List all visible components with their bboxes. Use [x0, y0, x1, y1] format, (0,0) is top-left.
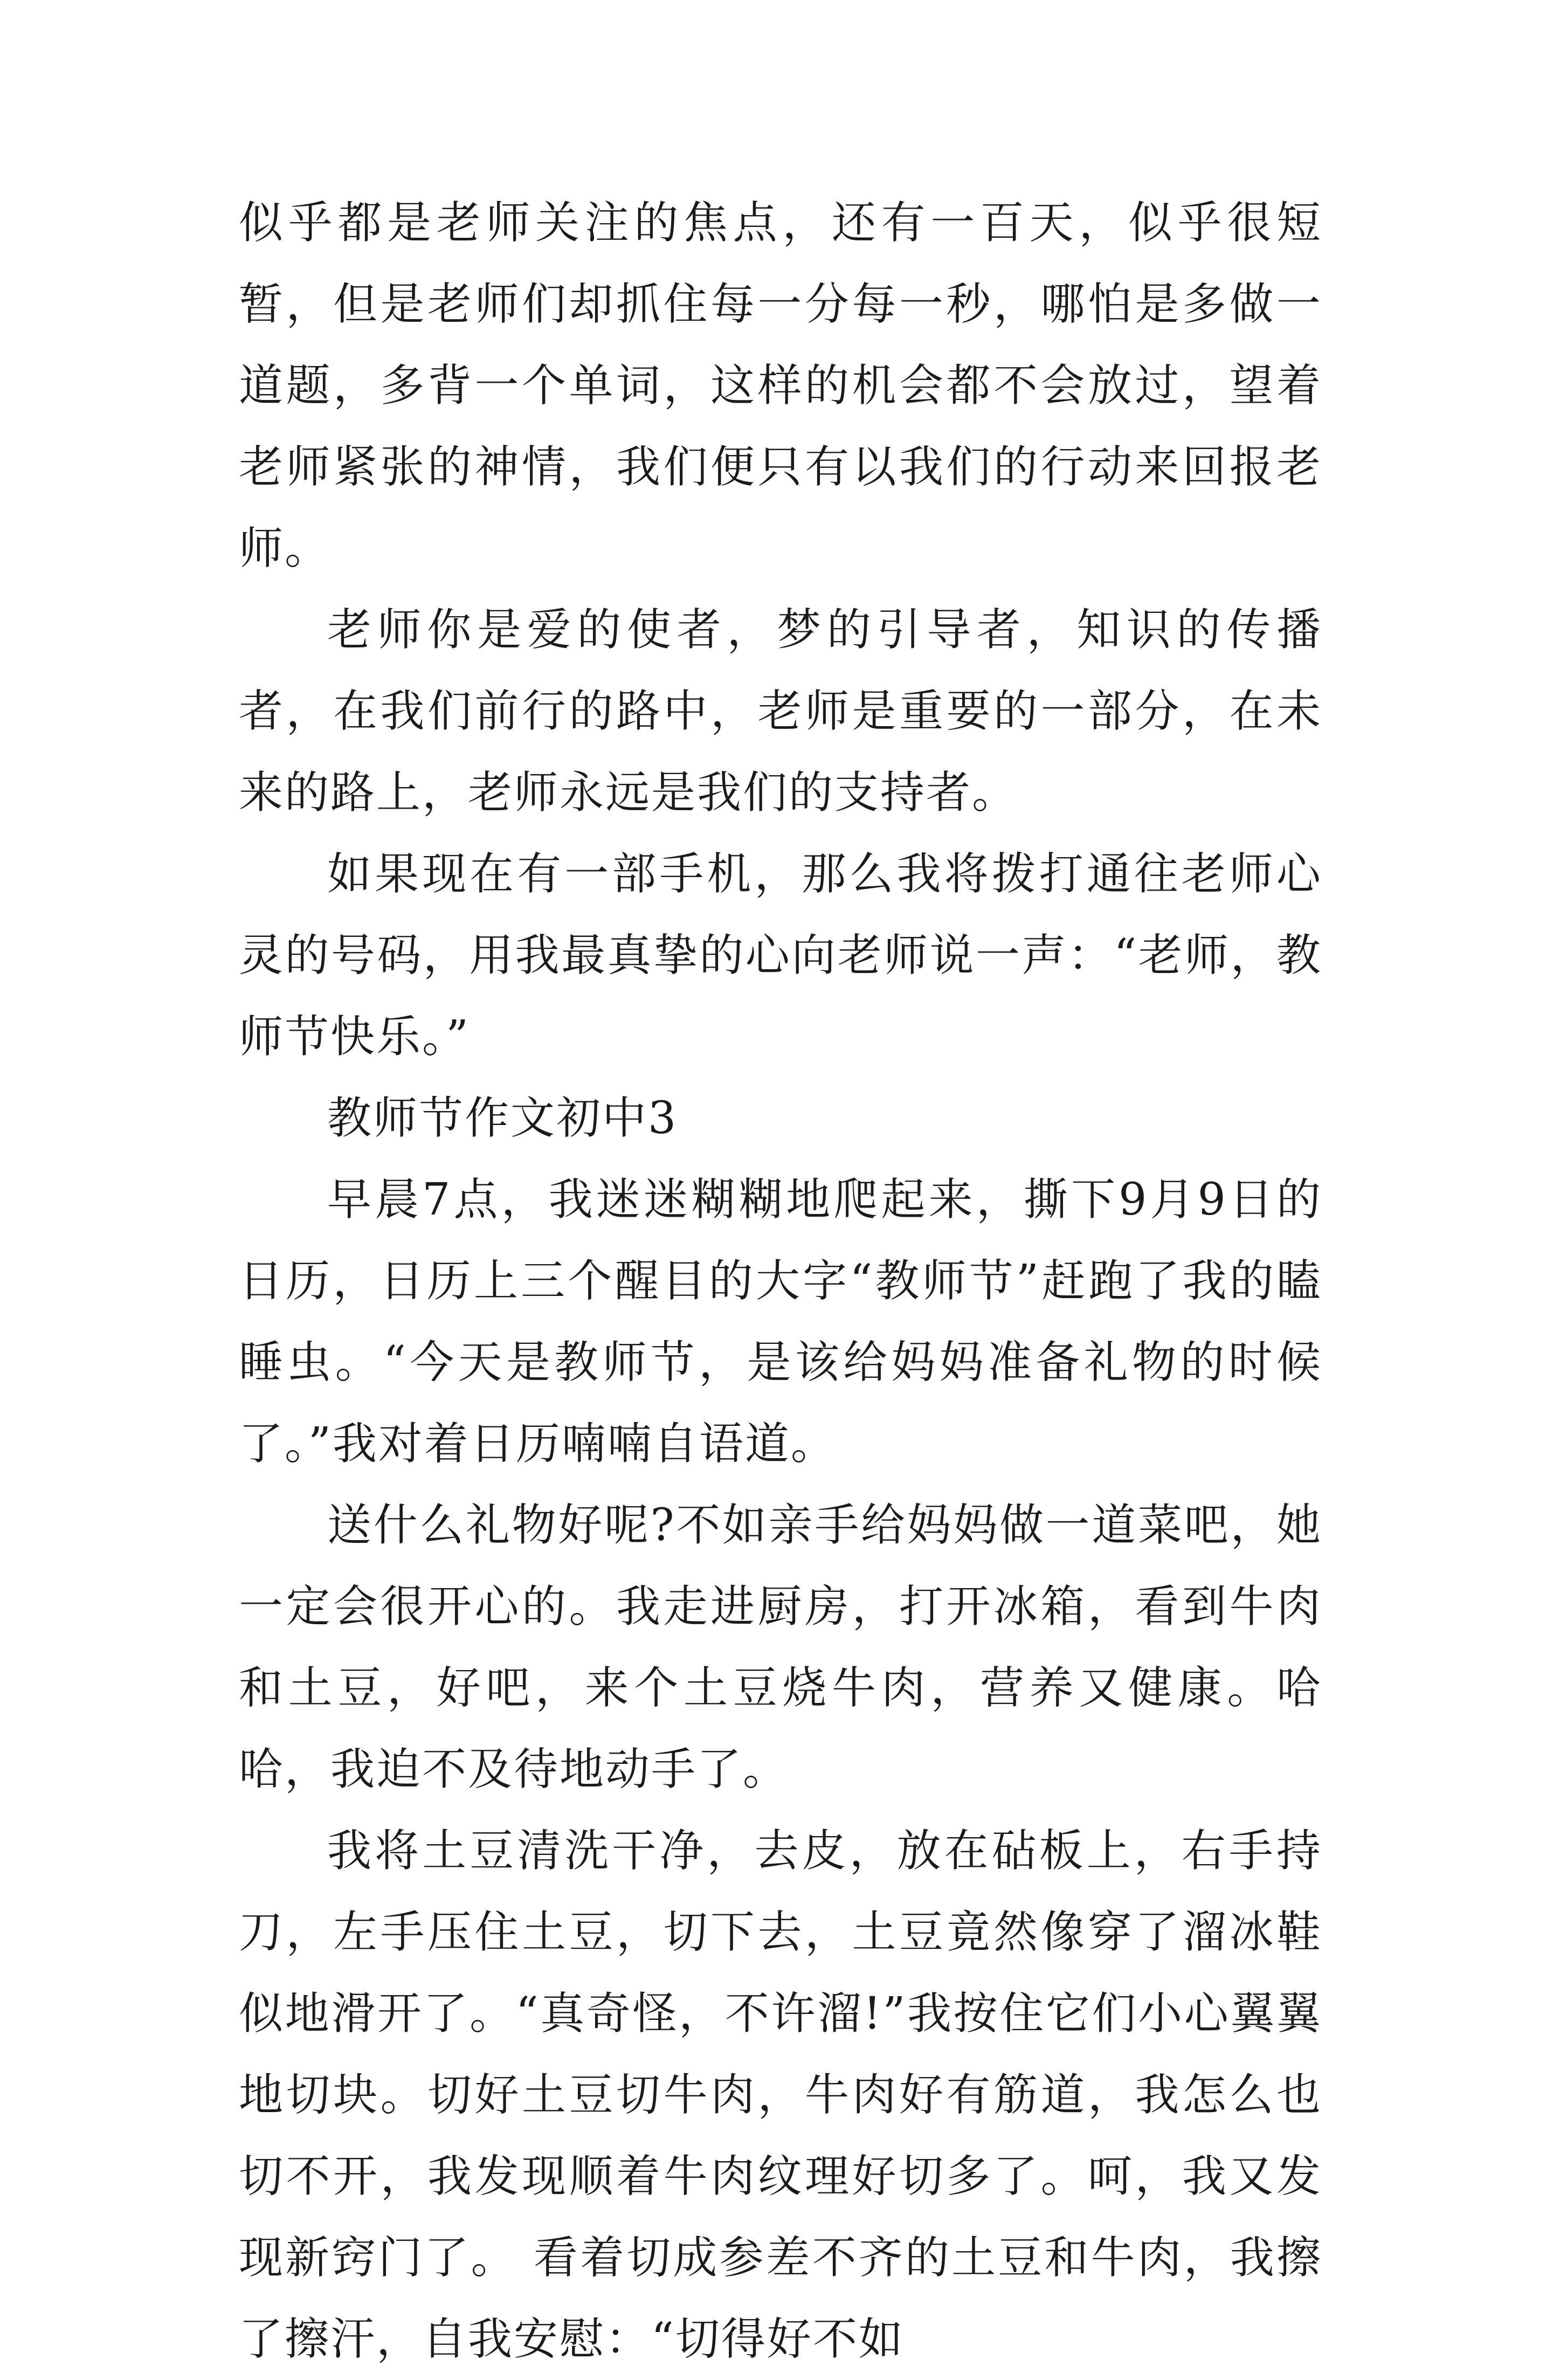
paragraph-continuation: 似乎都是老师关注的焦点，还有一百天，似乎很短暂，但是老师们却抓住每一分每一秒，哪怕是多做一道题，多背一个单词，这样的机会都不会放过，望着老师紧张的神情，我们便只有以我们的行动来回报老师。: [239, 197, 1322, 574]
paragraph-teacher-messenger: 老师你是爱的使者，梦的引导者，知识的传播者，在我们前行的路中，老师是重要的一部分，在未来的路上，老师永远是我们的支持者。: [239, 604, 1322, 818]
paragraph-phone-call: 如果现在有一部手机，那么我将拨打通往老师心灵的号码，用我最真挚的心向老师说一声：“老师，教师节快乐。”: [239, 848, 1322, 1063]
paragraph-cutting: 我将土豆清洗干净，去皮，放在砧板上，右手持刀，左手压住土豆，切下去，土豆竟然像穿了溜冰鞋似地滑开了。“真奇怪，不许溜!”我按住它们小心翼翼地切块。切好土豆切牛肉，牛肉好有筋道，我怎么也切不开，我发现顺着牛肉纹理好切多了。呵，我又发现新窍门了。 看着切成参差不齐的土豆和牛肉，我擦了擦汗，自我安慰：“切得好不如: [239, 1825, 1322, 2365]
section-title: 教师节作文初中3: [327, 1093, 678, 1144]
paragraph-morning: 早晨7点，我迷迷糊糊地爬起来，撕下9月9日的日历，日历上三个醒目的大字“教师节”赶跑了我的瞌睡虫。“今天是教师节，是该给妈妈准备礼物的时候了。”我对着日历喃喃自语道。: [239, 1174, 1322, 1470]
paragraph-gift-idea: 送什么礼物好呢?不如亲手给妈妈做一道菜吧，她一定会很开心的。我走进厨房，打开冰箱，看到牛肉和土豆，好吧，来个土豆烧牛肉，营养又健康。哈哈，我迫不及待地动手了。: [239, 1500, 1322, 1795]
document-body: [239, 182, 1322, 2380]
